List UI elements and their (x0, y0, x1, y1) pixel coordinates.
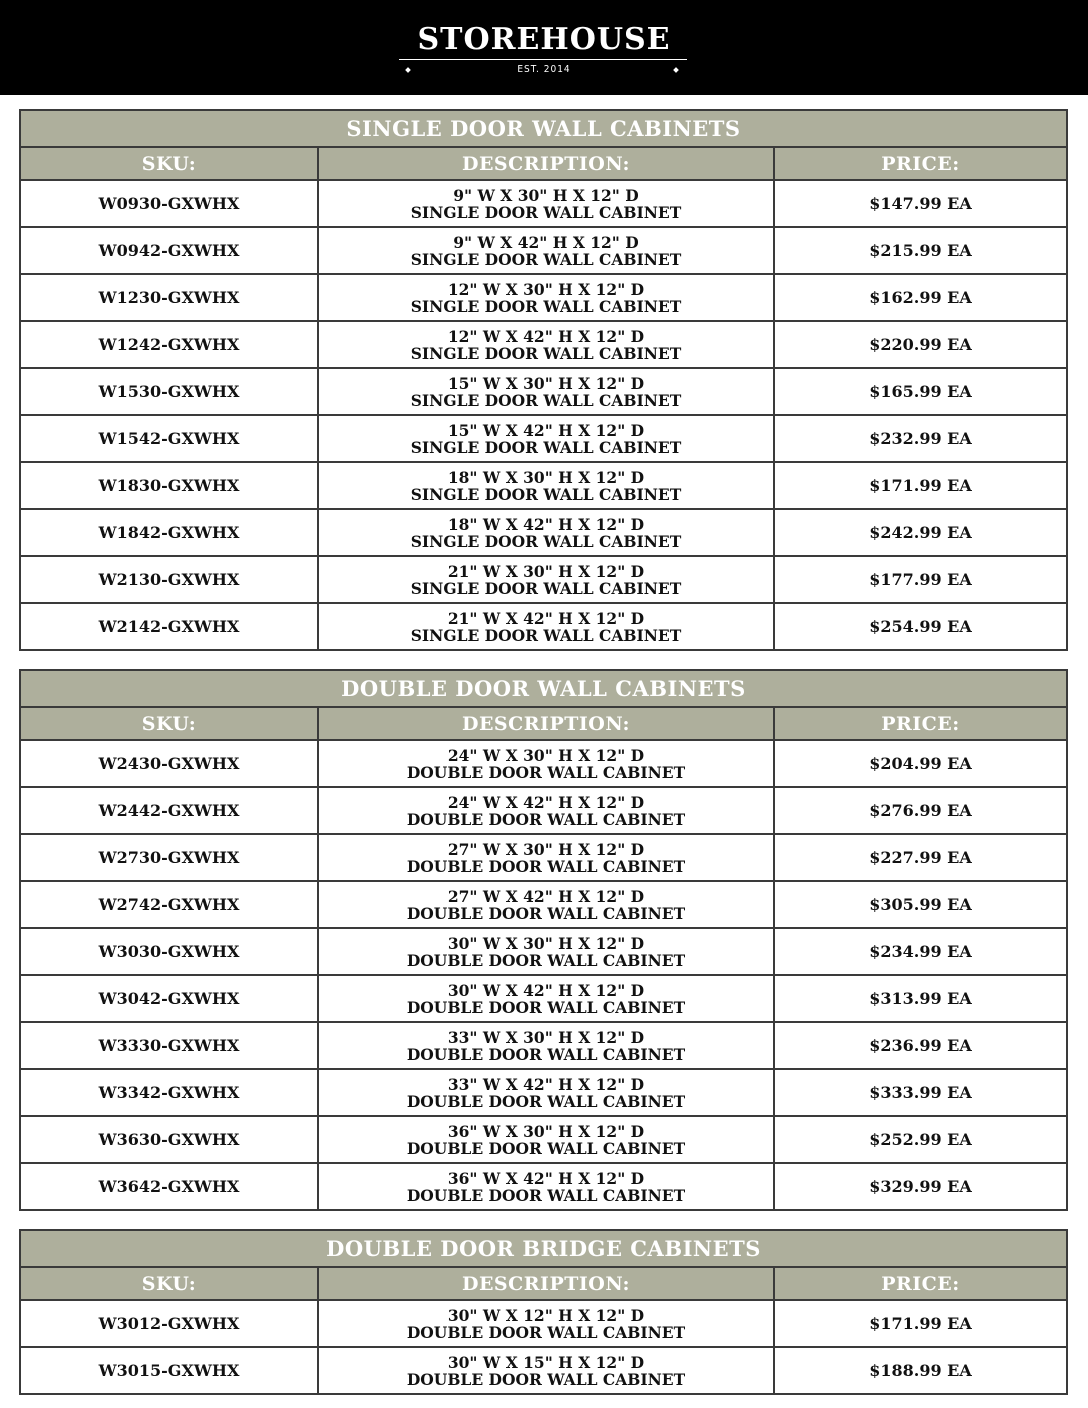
table-row (21, 274, 1066, 321)
column-header-sku: SKU: (21, 708, 318, 740)
sku-cell: W2430-GXWHX (21, 740, 318, 787)
dimensions-text: 18" W X 30" H X 12" D (447, 467, 645, 487)
table-row (21, 740, 1066, 787)
dimensions-text: 9" W X 30" H X 12" D (453, 185, 639, 205)
price-table (21, 1268, 1066, 1393)
price-cell: $220.99 EA (774, 321, 1066, 368)
table-row (21, 603, 1066, 649)
description-cell (318, 180, 774, 227)
table-row (21, 1163, 1066, 1209)
dimensions-text: 33" W X 30" H X 12" D (447, 1027, 645, 1047)
price-cell: $234.99 EA (774, 928, 1066, 975)
brand-logo: STOREHOUSE (417, 22, 671, 57)
description-cell (318, 556, 774, 603)
price-cell: $254.99 EA (774, 603, 1066, 649)
description-cell (318, 834, 774, 881)
section-title: DOUBLE DOOR BRIDGE CABINETS (21, 1231, 1066, 1268)
price-section (19, 1229, 1068, 1395)
description-cell (318, 1347, 774, 1393)
sku-cell: W3030-GXWHX (21, 928, 318, 975)
description-cell (318, 415, 774, 462)
dimensions-text: 15" W X 30" H X 12" D (447, 373, 645, 393)
sku-cell: W1542-GXWHX (21, 415, 318, 462)
description-cell (318, 881, 774, 928)
sku-cell: W2442-GXWHX (21, 787, 318, 834)
price-cell: $329.99 EA (774, 1163, 1066, 1209)
price-cell: $232.99 EA (774, 415, 1066, 462)
table-row (21, 227, 1066, 274)
dimensions-text: 27" W X 30" H X 12" D (447, 839, 645, 859)
cabinet-type-text: SINGLE DOOR WALL CABINET (410, 343, 682, 363)
price-cell: $171.99 EA (774, 462, 1066, 509)
dimensions-text: 9" W X 42" H X 12" D (453, 232, 639, 252)
dimensions-text: 33" W X 42" H X 12" D (447, 1074, 645, 1094)
cabinet-type-text: DOUBLE DOOR WALL CABINET (406, 856, 686, 876)
dimensions-text: 30" W X 42" H X 12" D (447, 980, 645, 1000)
price-cell: $333.99 EA (774, 1069, 1066, 1116)
table-row (21, 1300, 1066, 1347)
column-header-sku: SKU: (21, 148, 318, 180)
dimensions-text: 24" W X 30" H X 12" D (447, 745, 645, 765)
cabinet-type-text: DOUBLE DOOR WALL CABINET (406, 809, 686, 829)
column-header-description: DESCRIPTION: (318, 148, 774, 180)
sku-cell: W1530-GXWHX (21, 368, 318, 415)
price-table (21, 148, 1066, 649)
cabinet-type-text: SINGLE DOOR WALL CABINET (410, 484, 682, 504)
sku-cell: W2142-GXWHX (21, 603, 318, 649)
table-row (21, 928, 1066, 975)
price-cell: $227.99 EA (774, 834, 1066, 881)
cabinet-type-text: DOUBLE DOOR WALL CABINET (406, 997, 686, 1017)
table-row (21, 415, 1066, 462)
sku-cell: W2742-GXWHX (21, 881, 318, 928)
section-title: DOUBLE DOOR WALL CABINETS (21, 671, 1066, 708)
cabinet-type-text: DOUBLE DOOR WALL CABINET (406, 1185, 686, 1205)
section-title: SINGLE DOOR WALL CABINETS (21, 111, 1066, 148)
description-cell (318, 603, 774, 649)
price-cell: $215.99 EA (774, 227, 1066, 274)
price-cell: $171.99 EA (774, 1300, 1066, 1347)
cabinet-type-text: DOUBLE DOOR WALL CABINET (406, 1369, 686, 1389)
description-cell (318, 368, 774, 415)
cabinet-type-text: SINGLE DOOR WALL CABINET (410, 390, 682, 410)
table-row (21, 1069, 1066, 1116)
sku-cell: W3012-GXWHX (21, 1300, 318, 1347)
table-row (21, 834, 1066, 881)
cabinet-type-text: SINGLE DOOR WALL CABINET (410, 531, 682, 551)
table-row (21, 180, 1066, 227)
sku-cell: W3015-GXWHX (21, 1347, 318, 1393)
table-row (21, 1116, 1066, 1163)
description-cell (318, 740, 774, 787)
sku-cell: W3042-GXWHX (21, 975, 318, 1022)
cabinet-type-text: DOUBLE DOOR WALL CABINET (406, 903, 686, 923)
dimensions-text: 30" W X 30" H X 12" D (447, 933, 645, 953)
dimensions-text: 27" W X 42" H X 12" D (447, 886, 645, 906)
dimensions-text: 15" W X 42" H X 12" D (447, 420, 645, 440)
sku-cell: W2730-GXWHX (21, 834, 318, 881)
sku-cell: W0930-GXWHX (21, 180, 318, 227)
dimensions-text: 24" W X 42" H X 12" D (447, 792, 645, 812)
sku-cell: W0942-GXWHX (21, 227, 318, 274)
dimensions-text: 18" W X 42" H X 12" D (447, 514, 645, 534)
table-row (21, 881, 1066, 928)
column-header-row (21, 148, 1066, 180)
table-row (21, 1022, 1066, 1069)
price-cell: $162.99 EA (774, 274, 1066, 321)
dimensions-text: 21" W X 42" H X 12" D (447, 608, 645, 628)
dimensions-text: 30" W X 15" H X 12" D (447, 1352, 645, 1372)
sku-cell: W3630-GXWHX (21, 1116, 318, 1163)
sku-cell: W3642-GXWHX (21, 1163, 318, 1209)
description-cell (318, 928, 774, 975)
table-row (21, 509, 1066, 556)
dimensions-text: 36" W X 30" H X 12" D (447, 1121, 645, 1141)
column-header-description: DESCRIPTION: (318, 1268, 774, 1300)
cabinet-type-text: SINGLE DOOR WALL CABINET (410, 296, 682, 316)
price-table (21, 708, 1066, 1209)
cabinet-type-text: SINGLE DOOR WALL CABINET (410, 625, 682, 645)
sku-cell: W3342-GXWHX (21, 1069, 318, 1116)
description-cell (318, 787, 774, 834)
description-cell (318, 1022, 774, 1069)
description-cell (318, 274, 774, 321)
sku-cell: W1830-GXWHX (21, 462, 318, 509)
table-row (21, 975, 1066, 1022)
price-cell: $147.99 EA (774, 180, 1066, 227)
column-header-row (21, 1268, 1066, 1300)
price-cell: $177.99 EA (774, 556, 1066, 603)
description-cell (318, 975, 774, 1022)
price-cell: $204.99 EA (774, 740, 1066, 787)
price-cell: $276.99 EA (774, 787, 1066, 834)
cabinet-type-text: DOUBLE DOOR WALL CABINET (406, 762, 686, 782)
sku-cell: W1242-GXWHX (21, 321, 318, 368)
cabinet-type-text: DOUBLE DOOR WALL CABINET (406, 1044, 686, 1064)
price-cell: $188.99 EA (774, 1347, 1066, 1393)
established-text: EST. 2014 (517, 64, 571, 75)
price-cell: $313.99 EA (774, 975, 1066, 1022)
description-cell (318, 1300, 774, 1347)
price-cell: $165.99 EA (774, 368, 1066, 415)
table-row (21, 368, 1066, 415)
column-header-price: PRICE: (774, 1268, 1066, 1300)
dimensions-text: 36" W X 42" H X 12" D (447, 1168, 645, 1188)
table-row (21, 787, 1066, 834)
page-header (0, 0, 1088, 95)
table-row (21, 1347, 1066, 1393)
description-cell (318, 1116, 774, 1163)
description-cell (318, 1069, 774, 1116)
price-section (19, 669, 1068, 1211)
column-header-sku: SKU: (21, 1268, 318, 1300)
dimensions-text: 12" W X 30" H X 12" D (447, 279, 645, 299)
cabinet-type-text: DOUBLE DOOR WALL CABINET (406, 1091, 686, 1111)
price-cell: $236.99 EA (774, 1022, 1066, 1069)
description-cell (318, 321, 774, 368)
description-cell (318, 509, 774, 556)
cabinet-type-text: DOUBLE DOOR WALL CABINET (406, 950, 686, 970)
dimensions-text: 12" W X 42" H X 12" D (447, 326, 645, 346)
cabinet-type-text: SINGLE DOOR WALL CABINET (410, 437, 682, 457)
sku-cell: W1230-GXWHX (21, 274, 318, 321)
sku-cell: W2130-GXWHX (21, 556, 318, 603)
description-cell (318, 227, 774, 274)
price-cell: $242.99 EA (774, 509, 1066, 556)
dimensions-text: 21" W X 30" H X 12" D (447, 561, 645, 581)
cabinet-type-text: SINGLE DOOR WALL CABINET (410, 202, 682, 222)
column-header-row (21, 708, 1066, 740)
price-section (19, 109, 1068, 651)
cabinet-type-text: SINGLE DOOR WALL CABINET (410, 249, 682, 269)
sku-cell: W3330-GXWHX (21, 1022, 318, 1069)
dimensions-text: 30" W X 12" H X 12" D (447, 1305, 645, 1325)
column-header-description: DESCRIPTION: (318, 708, 774, 740)
column-header-price: PRICE: (774, 708, 1066, 740)
price-cell: $305.99 EA (774, 881, 1066, 928)
logo-divider (399, 59, 687, 60)
cabinet-type-text: SINGLE DOOR WALL CABINET (410, 578, 682, 598)
table-row (21, 321, 1066, 368)
cabinet-type-text: DOUBLE DOOR WALL CABINET (406, 1138, 686, 1158)
cabinet-type-text: DOUBLE DOOR WALL CABINET (406, 1322, 686, 1342)
table-row (21, 462, 1066, 509)
description-cell (318, 1163, 774, 1209)
description-cell (318, 462, 774, 509)
table-row (21, 556, 1066, 603)
sku-cell: W1842-GXWHX (21, 509, 318, 556)
price-cell: $252.99 EA (774, 1116, 1066, 1163)
column-header-price: PRICE: (774, 148, 1066, 180)
